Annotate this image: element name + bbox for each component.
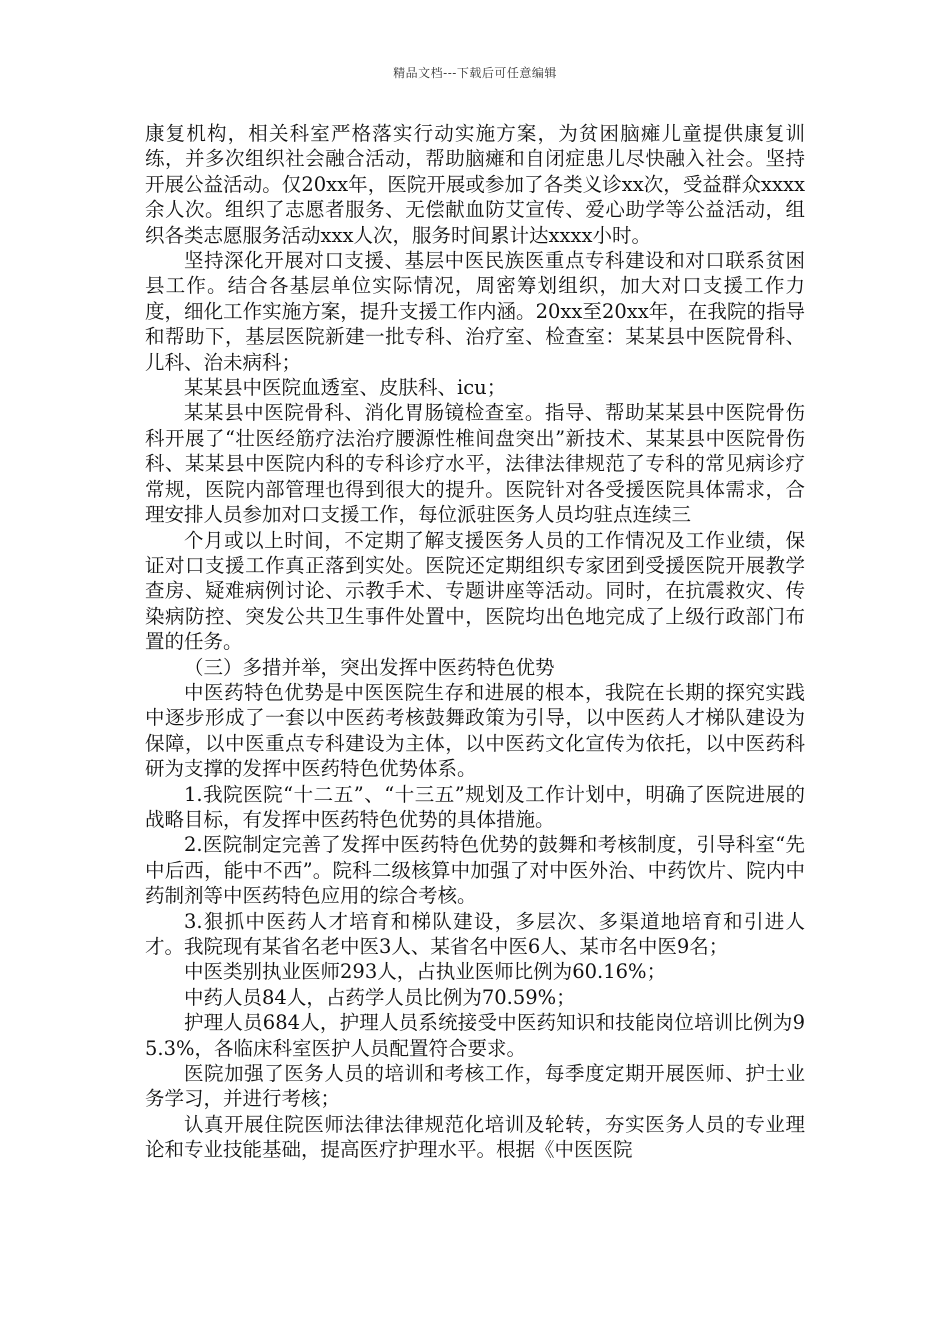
paragraph: 认真开展住院医师法律法律规范化培训及轮转，夯实医务人员的专业理论和专业技能基础，提高医疗护理水平。根据《中医医院 xyxy=(145,1112,805,1162)
page-header: 精品文档---下载后可任意编辑 xyxy=(393,66,557,80)
document-body xyxy=(145,121,805,1163)
paragraph: 中药人员84人，占药学人员比例为70.59%； xyxy=(184,985,576,1009)
paragraph: 医院加强了医务人员的培训和考核工作，每季度定期开展医师、护士业务学习，并进行考核； xyxy=(145,1062,805,1111)
paragraph: 中医药特色优势是中医医院生存和进展的根本，我院在长期的探究实践中逐步形成了一套以中医药考核鼓舞政策为引导，以中医药人才梯队建设为保障，以中医重点专科建设为主体，以中医药文化宣传为依托，以中医药科研为支撑的发挥中医药特色优势体系。 xyxy=(145,680,805,781)
paragraph: 个月或以上时间，不定期了解支援医务人员的工作情况及工作业绩，保证对口支援工作真正落到实处。医院还定期组织专家团到受援医院开展教学查房、疑难病例讨论、示教手术、专题讲座等活动。同时，在抗震救灾、传染病防控、突发公共卫生事件处置中，医院均出色地完成了上级行政部门布置的任务。 xyxy=(145,528,805,654)
paragraph: 某某县中医院血透室、皮肤科、icu； xyxy=(184,376,507,400)
paragraph: 中医类别执业医师293人，占执业医师比例为60.16%； xyxy=(184,960,667,984)
paragraph: 坚持深化开展对口支援、基层中医民族医重点专科建设和对口联系贫困县工作。结合各基层单位实际情况，周密筹划组织，加大对口支援工作力度，细化工作实施方案，提升支援工作内涵。20xx至20xx年，在我院的指导和帮助下，基层医院新建一批专科、治疗室、检查室：某某县中医院骨科、儿科、治未病科； xyxy=(145,249,805,374)
paragraph: 3.狠抓中医药人才培育和梯队建设，多层次、多渠道地培育和引进人才。我院现有某省名老中医3人、某省名中医6人、某市名中医9名； xyxy=(145,909,805,958)
paragraph: 1.我院医院“十二五”、“十三五”规划及工作计划中，明确了医院进展的战略目标，有发挥中医药特色优势的具体措施。 xyxy=(145,782,805,831)
paragraph: 康复机构，相关科室严格落实行动实施方案，为贫困脑瘫儿童提供康复训练，并多次组织社会融合活动，帮助脑瘫和自闭症患儿尽快融入社会。坚持开展公益活动。仅20xx年，医院开展或参加了各类义诊xx次，受益群众xxxx余人次。组织了志愿者服务、无偿献血防艾宣传、爱心助学等公益活动，组织各类志愿服务活动xxx人次，服务时间累计达xxxx小时。 xyxy=(145,122,805,247)
paragraph: 护理人员684人，护理人员系统接受中医药知识和技能岗位培训比例为95.3%，各临床科室医护人员配置符合要求。 xyxy=(145,1011,805,1060)
paragraph: 2.医院制定完善了发挥中医药特色优势的鼓舞和考核制度，引导科室“先中后西，能中不西”。院科二级核算中加强了对中医外治、中药饮片、院内中药制剂等中医药特色应用的综合考核。 xyxy=(145,833,805,908)
paragraph: 某某县中医院骨科、消化胃肠镜检查室。指导、帮助某某县中医院骨伤科开展了“壮医经筋疗法治疗腰源性椎间盘突出”新技术、某某县中医院骨伤科、某某县中医院内科的专科诊疗水平，法律法律规范了专科的常见病诊疗常规，医院内部管理也得到很大的提升。医院针对各受援医院具体需求，合理安排人员参加对口支援工作，每位派驻医务人员均驻点连续三 xyxy=(145,401,805,527)
section-heading: （三）多措并举，突出发挥中医药特色优势 xyxy=(184,655,555,679)
